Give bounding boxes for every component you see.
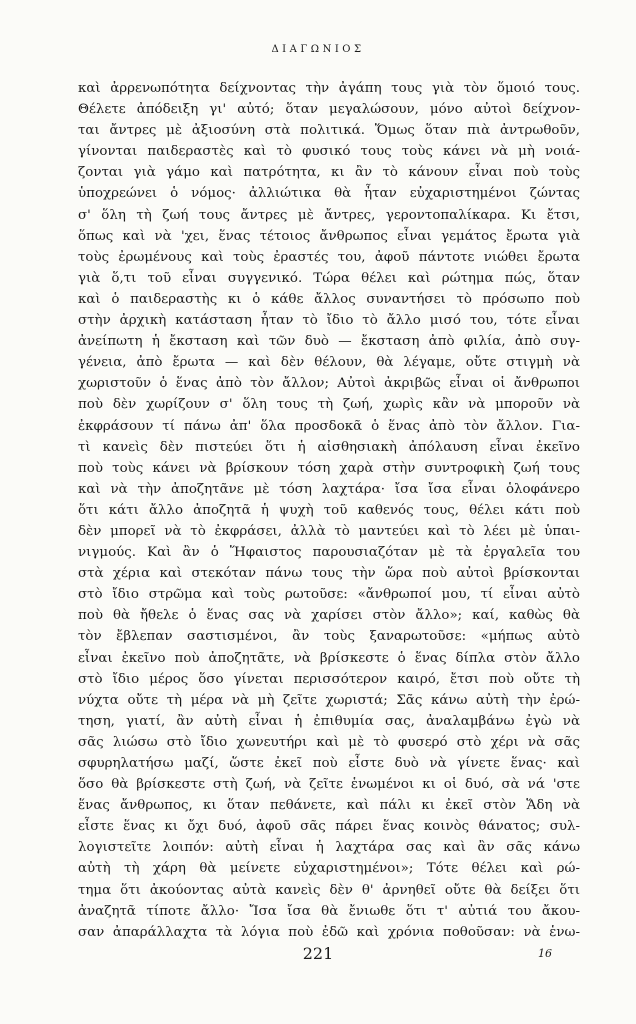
text-line: νύχτα οὔτε τὴ μέρα νὰ μὴ ζεῖτε χωριστά; Σᾶς κάνω αὐτὴ τὴν ἐρώ- [78,692,580,708]
body-text [78,78,580,943]
text-line: χωριστοῦν ὁ ἕνας ἀπὸ τὸν ἄλλον; Αὐτοὶ ἀκριβῶς εἶναι οἱ ἄνθρωποι [78,376,580,392]
text-line: στὰ χέρια καὶ στεκόταν πάνω τους τὴν ὥρα ποὺ αὐτοὶ βρίσκονται [78,566,580,582]
text-line: τοὺς ἐρωμένους καὶ τοὺς ἐραστές του, ἀφοῦ πάντοτε νιώθει ἔρωτα [78,249,580,265]
text-line: σαν ἀπαράλλαχτα τὰ λόγια ποὺ ἐδῶ καὶ χρόνια ποθοῦσαν: νὰ ἑνω- [78,924,580,940]
text-line: ὑποχρεώνει ὁ νόμος· ἀλλιώτικα θὰ ἦταν εὐχαριστημένοι ζώντας [78,186,580,202]
text-line: ὅσο θὰ βρίσκεστε στὴ ζωή, νὰ ζεῖτε ἑνωμένοι κι οἱ δυό, σὰ νά 'στε [78,777,580,793]
text-line: τημα ὅτι ἀκούοντας αὐτὰ κανεὶς δὲν θ' ἀρνηθεῖ οὔτε θὰ δείξει ὅτι [78,882,580,898]
text-line: αὐτὴ τὴ χάρη θὰ μείνετε εὐχαριστημένοι»; Τότε θέλει καὶ ρώ- [78,861,580,877]
text-line: ποὺ δὲν χωρίζουν σ' ὅλη τους τὴ ζωή, χωρὶς κἂν νὰ μποροῦν νὰ [78,397,580,413]
text-line: ἕνας ἄνθρωπος, κι ὅταν πεθάνετε, καὶ πάλι κι ἐκεῖ στὸν Ἅδη νὰ [78,798,580,814]
text-line: ὅτι κάτι ἄλλο ἀποζητᾶ ἡ ψυχὴ τοῦ καθενός τους, θέλει κάτι ποὺ [78,502,580,518]
text-line: γένεια, ἀπὸ ἔρωτα — καὶ δὲν θέλουν, θὰ λέγαμε, οὔτε στιγμὴ νὰ [78,355,580,371]
text-line: ἀνείπωτη ἡ ἔκσταση καὶ τῶν δυὸ — ἔκσταση ἀπὸ φιλία, ἀπὸ συγ- [78,334,580,350]
text-line: γίνονται παιδεραστὲς καὶ τὸ φυσικό τους τοὺς κάνει νὰ μὴ νοιά- [78,144,580,160]
text-line: εἶστε ἕνας κι ὄχι δυό, ἀφοῦ σᾶς πάρει ἕνας κοινὸς θάνατος; συλ- [78,819,580,835]
text-line: δὲν μπορεῖ νὰ τὸ ἐκφράσει, ἀλλὰ τὸ μαντεύει καὶ τὸ λέει μὲ ὑπαι- [78,523,580,539]
text-line: νιγμούς. Καὶ ἂν ὁ Ἥφαιστος παρουσιαζόταν μὲ τὰ ἐργαλεῖα του [78,545,580,561]
text-line: στὸ ἴδιο μέρος ὅσο γίνεται περισσότερον καιρό, ἔτσι ποὺ οὔτε τὴ [78,671,580,687]
text-line: ζονται γιὰ γάμο καὶ πατρότητα, κι ἂν τὸ κάνουν εἶναι ποὺ τοὺς [78,165,580,181]
text-line: λογιστεῖτε λοιπόν: αὐτὴ εἶναι ἡ λαχτάρα σας καὶ ἂν σᾶς κάνω [78,840,580,856]
text-line: Θέλετε ἀπόδειξη γι' αὐτό; ὅταν μεγαλώσουν, μόνο αὐτοὶ δείχνον- [78,102,580,118]
running-head: ΔΙΑΓΩΝΙΟΣ [271,44,365,55]
signature-mark: 16 [538,947,552,960]
text-line: εἶναι ἐκεῖνο ποὺ ἀποζητᾶτε, νὰ βρίσκεστε ὁ ἕνας δίπλα στὸν ἄλλο [78,650,580,666]
text-line: σᾶς λιώσω στὸ ἴδιο χωνευτήρι καὶ μὲ τὸ φυσερό στὸ χέρι νὰ σᾶς [78,734,580,750]
text-line: ὅπως καὶ νὰ 'χει, ἕνας τέτοιος ἄνθρωπος εἶναι γεμάτος ἔρωτα γιὰ [78,228,580,244]
text-line: τὸν ἔβλεπαν σαστισμένοι, ἂν τοὺς ξαναρωτοῦσε: «μήπως αὐτὸ [78,629,580,645]
text-line: σ' ὅλη τὴ ζωή τους ἄντρες μὲ ἄντρες, γεροντοπαλίκαρα. Κι ἔτσι, [78,207,580,223]
page-number: 221 [302,944,334,963]
text-line: ποὺ τοὺς κάνει νὰ βρίσκουν τόση χαρὰ στὴν συντροφικὴ ζωή τους [78,460,580,476]
text-line: καὶ νὰ τὴν ἀποζητᾶνε μὲ τόση λαχτάρα· ἴσα ἴσα εἶναι ὁλοφάνερο [78,481,580,497]
text-line: τηση, γιατί, ἂν αὐτὴ εἶναι ἡ ἐπιθυμία σας, ἀναλαμβάνω ἐγὼ νὰ [78,713,580,729]
text-line: γιὰ ὅ,τι τοῦ εἶναι συγγενικό. Τώρα θέλει καὶ ρώτημα πώς, ὅταν [78,270,580,286]
text-line: καὶ ὁ παιδεραστὴς κι ὁ κάθε ἄλλος συναντήσει τὸ πρόσωπο ποὺ [78,291,580,307]
text-line: στὸ ἴδιο στρῶμα καὶ τοὺς ρωτοῦσε: «ἄνθρωποί μου, τί εἶναι αὐτὸ [78,587,580,603]
text-line: ποὺ θὰ ἤθελε ὁ ἕνας σας νὰ χαρίσει στὸν ἄλλο»; καί, καθὼς θὰ [78,608,580,624]
text-line: σφυρηλατήσω μαζί, ὥστε ἐκεῖ ποὺ εἶστε δυὸ νὰ γίνετε ἕνας· καὶ [78,756,580,771]
text-line: τὶ κανεὶς δὲν πιστεύει ὅτι ἡ αἰσθησιακὴ ἀπόλαυση εἶναι ἐκεῖνο [78,439,580,455]
text-line: ται ἄντρες μὲ ἀξιοσύνη στὰ πολιτικά. Ὅμως ὅταν πιὰ ἀντρωθοῦν, [78,123,580,139]
text-line: καὶ ἀρρενωπότητα δείχνοντας τὴν ἀγάπη τους γιὰ τὸν ὅμοιό τους. [78,81,580,96]
text-line: ἐκφράσουν τί πάνω ἀπ' ὅλα προσδοκᾶ ὁ ἕνας ἀπὸ τὸν ἄλλον. Για- [78,418,580,434]
text-line: ἀναζητᾶ τίποτε ἄλλο· Ἴσα ἴσα θὰ ἔνιωθε ὅτι τ' αὐτιά του ἄκου- [78,903,580,919]
text-line: στὴν ἀρχικὴ κατάσταση ἦταν τὸ ἴδιο τὸ ἄλλο μισό του, τότε εἶναι [78,313,580,329]
